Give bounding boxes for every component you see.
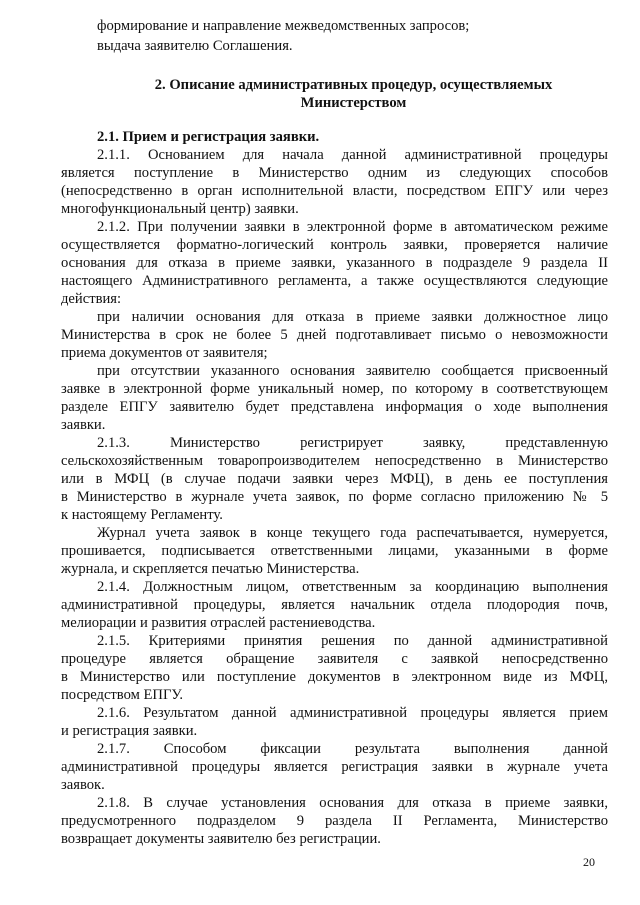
paragraph-line: 2.1.1. Основанием для начала данной административной процедуры: [97, 147, 608, 163]
paragraph-line: возвращает документы заявителю без регистрации.: [61, 831, 381, 847]
paragraph-line: к настоящему Регламенту.: [61, 507, 223, 523]
paragraph-line: заявки.: [61, 417, 106, 433]
paragraph-line: разделе ЕПГУ заявителю будет представлена информация о ходе выполнения: [61, 399, 608, 415]
paragraph-line: осуществляется форматно-логический контроль заявки, проверяется наличие: [61, 237, 608, 253]
paragraph-line: заявок.: [61, 777, 105, 793]
paragraph-line: в Министерство в журнале учета заявок, по форме согласно приложению № 5: [61, 489, 608, 505]
paragraph-line: посредством ЕПГУ.: [61, 687, 183, 703]
section-heading: 2. Описание административных процедур, осуществляемых: [154, 77, 553, 93]
paragraph-line: в Министерство или поступление документов в электронном виде из МФЦ,: [61, 669, 608, 685]
paragraph-line: Журнал учета заявок в конце текущего года распечатывается, нумеруется,: [97, 525, 608, 541]
paragraph-line: сельскохозяйственным товаропроизводителем непосредственно в Министерство: [61, 453, 608, 469]
paragraph-line: 2.1.8. В случае установления основания для отказа в приеме заявки,: [97, 795, 608, 811]
paragraph-line: 2.1.5. Критериями принятия решения по данной административной: [97, 633, 608, 649]
paragraph-line: 2.1.4. Должностным лицом, ответственным за координацию выполнения: [97, 579, 608, 595]
section-heading: Министерством: [300, 95, 407, 111]
paragraph-line: процедуре является обращение заявителя с заявкой непосредственно: [61, 651, 608, 667]
subsection-heading: 2.1. Прием и регистрация заявки.: [97, 129, 320, 145]
paragraph-line: при наличии основания для отказа в приеме заявки должностное лицо: [97, 309, 608, 325]
paragraph-line: многофункциональный центр) заявки.: [61, 201, 299, 217]
paragraph-line: мелиорации и развития отраслей растениеводства.: [61, 615, 376, 631]
list-item: выдача заявителю Соглашения.: [97, 38, 293, 54]
paragraph-line: 2.1.7. Способом фиксации результата выполнения данной: [97, 741, 608, 757]
paragraph-line: Министерства в срок не более 5 дней подготавливает письмо о невозможности: [61, 327, 608, 343]
paragraph-line: или в МФЦ (в случае подачи заявки через МФЦ), в день ее поступления: [61, 471, 608, 487]
paragraph-line: действия:: [61, 291, 122, 307]
paragraph-line: административной процедуры является регистрация заявки в журнале учета: [61, 759, 608, 775]
paragraph-line: приема документов от заявителя;: [61, 345, 268, 361]
paragraph-line: предусмотренного подразделом 9 раздела II Регламента, Министерство: [61, 813, 608, 829]
paragraph-line: при отсутствии указанного основания заявителю сообщается присвоенный: [97, 363, 608, 379]
paragraph-line: (непосредственно в орган исполнительной власти, посредством ЕПГУ или через: [61, 183, 608, 199]
page-number: 20: [583, 855, 595, 869]
paragraph-line: прошивается, подписывается ответственными лицами, указанными в форме: [61, 543, 608, 559]
paragraph-line: и регистрация заявки.: [61, 723, 198, 739]
paragraph-line: журнала, и скрепляется печатью Министерства.: [61, 561, 360, 577]
paragraph-line: настоящего Административного регламента, а также осуществляются следующие: [61, 273, 608, 289]
paragraph-line: административной процедуры, является начальник отдела плодородия почв,: [61, 597, 608, 613]
paragraph-line: является поступление в Министерство одним из следующих способов: [61, 165, 608, 181]
list-item: формирование и направление межведомственных запросов;: [97, 18, 470, 34]
paragraph-line: 2.1.6. Результатом данной административной процедуры является прием: [97, 705, 608, 721]
paragraph-line: заявке в электронной форме уникальный номер, по которому в соответствующем: [61, 381, 608, 397]
paragraph-line: 2.1.2. При получении заявки в электронной форме в автоматическом режиме: [97, 219, 608, 235]
paragraph-line: 2.1.3. Министерство регистрирует заявку, представленную: [97, 435, 608, 451]
paragraph-line: основания для отказа в приеме заявки, указанного в подразделе 9 раздела II: [61, 255, 608, 271]
